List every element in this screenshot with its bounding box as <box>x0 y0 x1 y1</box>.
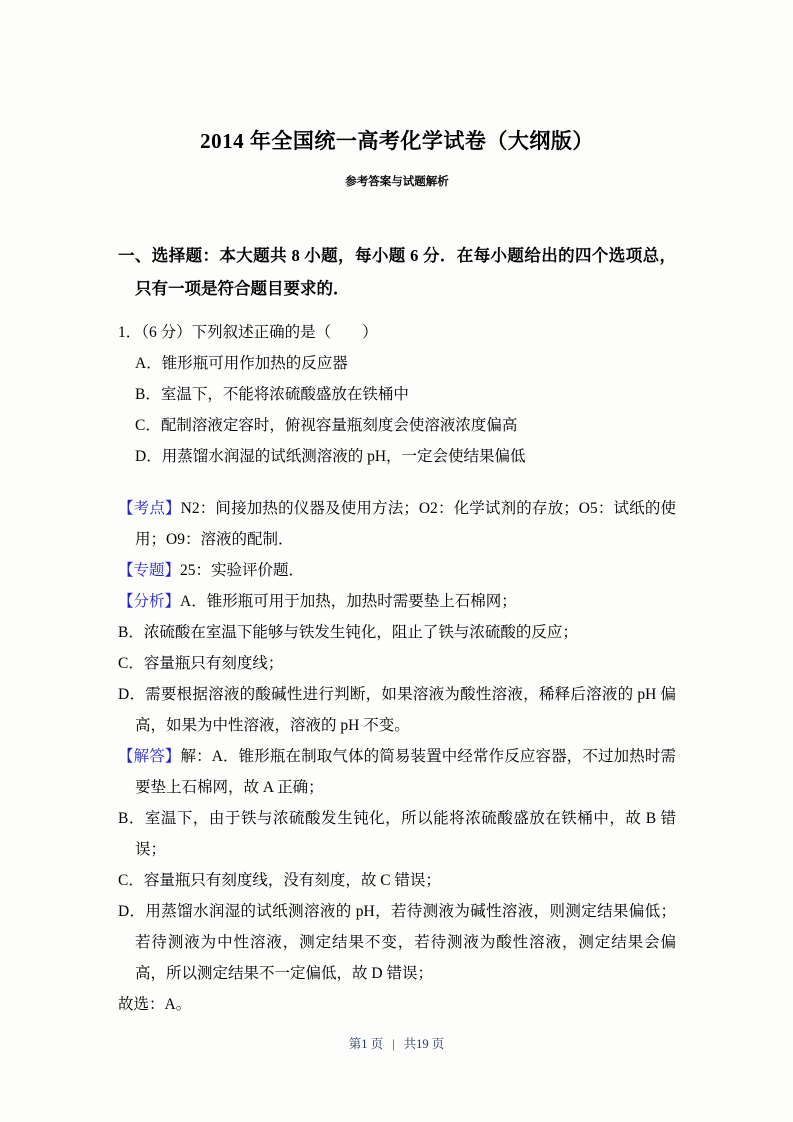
jieda-label: 【解答】 <box>118 748 181 765</box>
jieda-paragraph-c: C．容量瓶只有刻度线，没有刻度，故 C 错误； <box>118 872 441 889</box>
fenxi-paragraph-b: B．浓硫酸在室温下能够与铁发生钝化，阻止了铁与浓硫酸的反应； <box>118 624 578 641</box>
jieda-paragraph-d: D．用蒸馏水润湿的试纸测溶液的 pH，若待测液为碱性溶液，则测定结果偏低；若待测液为中性溶液，测定结果不变，若待测液为酸性溶液，测定结果会偏高，所以测定结果不一定偏低，故 D 错误； <box>118 903 676 982</box>
fenxi-label: 【分析】 <box>118 593 181 610</box>
question-block <box>118 317 676 472</box>
section-heading: 一、选择题：本大题共 8 小题，每小题 6 分．在每小题给出的四个选项总，只有一项是符合题目要求的． <box>118 246 676 298</box>
footer-separator: | <box>392 1037 395 1051</box>
question-option-a: A．锥形瓶可用作加热的反应器 <box>135 355 348 372</box>
conclusion-line: 故选：A。 <box>118 996 192 1013</box>
footer-page-total: 共19 页 <box>403 1037 445 1051</box>
zhuanti-paragraph <box>118 555 676 586</box>
fenxi-text-a: A．锥形瓶可用于加热，加热时需要垫上石棉网； <box>180 593 517 610</box>
fenxi-paragraph-d: D．需要根据溶液的酸碱性进行判断，如果溶液为酸性溶液，稀释后溶液的 pH 偏高，如果为中性溶液，溶液的 pH 不变。 <box>118 686 676 734</box>
kaodian-label: 【考点】 <box>118 500 181 517</box>
question-option-c: C．配制溶液定容时，俯视容量瓶刻度会使溶液浓度偏高 <box>135 417 518 434</box>
fenxi-paragraph-a <box>118 586 676 617</box>
zhuanti-text: 25：实验评价题． <box>180 562 305 579</box>
jieda-paragraph-b: B．室温下，由于铁与浓硫酸发生钝化，所以能将浓硫酸盛放在铁桶中，故 B 错误； <box>118 810 676 858</box>
page-subtitle: 参考答案与试题解析 <box>345 176 449 188</box>
zhuanti-label: 【专题】 <box>118 562 181 579</box>
analysis-block <box>118 493 676 1020</box>
question-option-d: D．用蒸馏水润湿的试纸测溶液的 pH，一定会使结果偏低 <box>135 448 526 465</box>
question-stem: 1．（6 分）下列叙述正确的是（ ） <box>118 324 378 341</box>
fenxi-paragraph-c: C．容量瓶只有刻度线； <box>118 655 284 672</box>
page-footer <box>0 1036 793 1052</box>
question-option-b: B．室温下，不能将浓硫酸盛放在铁桶中 <box>135 386 409 403</box>
jieda-text-a: 解：A．锥形瓶在制取气体的简易装置中经常作反应容器，不过加热时需要垫上石棉网，故 A 正确； <box>135 748 676 796</box>
footer-page-current: 第1 页 <box>348 1037 384 1051</box>
jieda-paragraph-a <box>118 741 676 803</box>
kaodian-paragraph <box>118 493 676 555</box>
kaodian-text: N2：间接加热的仪器及使用方法；O2：化学试剂的存放；O5：试纸的使用；O9：溶液的配制． <box>135 500 676 548</box>
page-title: 2014 年全国统一高考化学试卷（大纲版） <box>200 129 594 153</box>
